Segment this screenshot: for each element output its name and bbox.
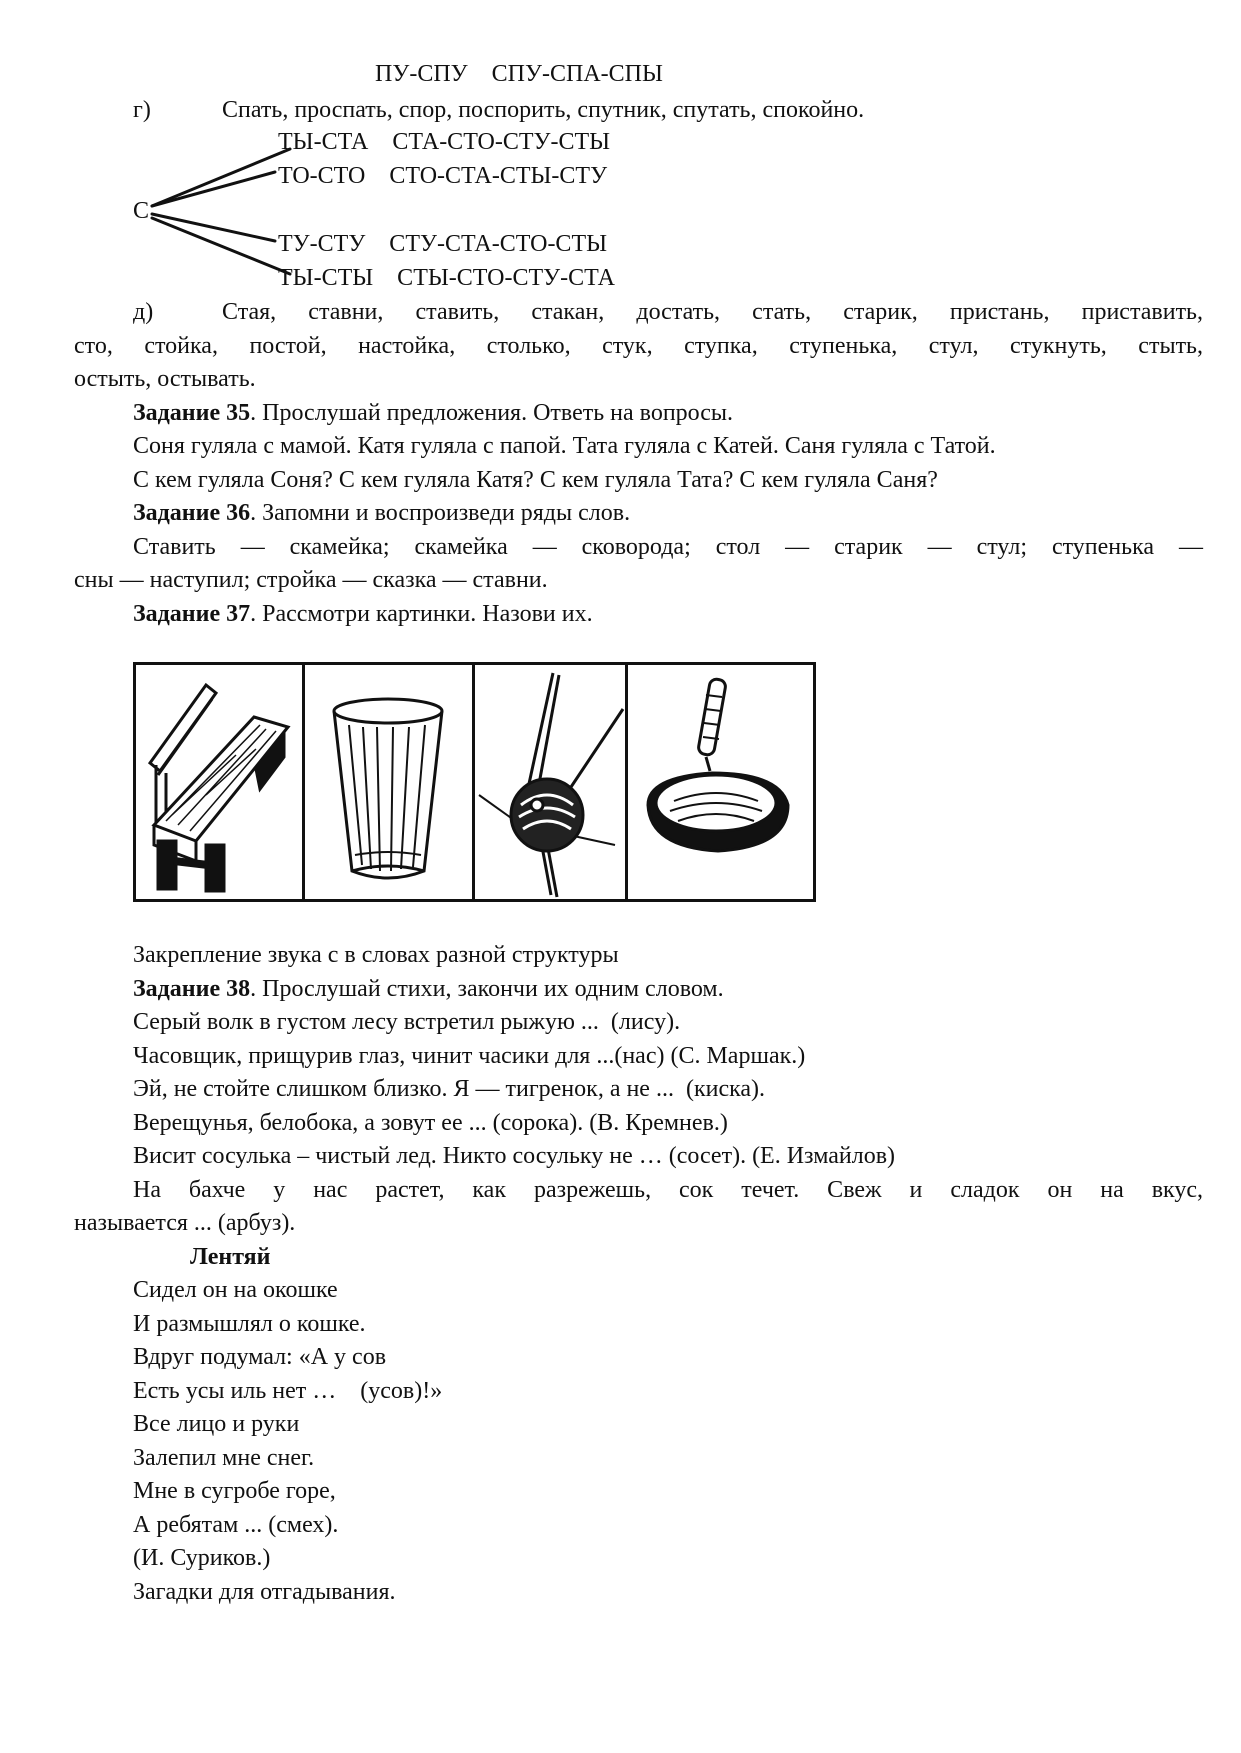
poem-line-6: Залепил мне снег. xyxy=(133,1445,315,1471)
bench-picture xyxy=(136,665,302,899)
diagram-root: С xyxy=(133,198,150,224)
section-d-line-3: остыть, остывать. xyxy=(74,366,256,392)
poem-line-5: Все лицо и руки xyxy=(133,1411,300,1437)
task-38-melon-line-1: На бахче у нас растет, как разрежешь, сок течет. Свеж и сладок он на вкус, xyxy=(133,1177,1203,1203)
poem-line-1: Сидел он на окошке xyxy=(133,1277,338,1303)
task-36-heading xyxy=(133,498,630,528)
diagram-branch-2: ТО-СТО СТО-СТА-СТЫ-СТУ xyxy=(278,163,608,189)
task-38-title: Задание 38 xyxy=(133,976,251,1002)
syllable-header: ПУ-СПУ СПУ-СПА-СПЫ xyxy=(375,61,663,87)
branch-line-4 xyxy=(152,218,290,274)
poem-line-2: И размышлял о кошке. xyxy=(133,1311,366,1337)
task-38-instruction: . Прослушай стихи, закончи их одним словом. xyxy=(250,976,724,1002)
satellite-icon xyxy=(475,665,625,899)
task-38-line-3: Эй, не стойте слишком близко. Я — тигренок, а не ... (киска). xyxy=(133,1076,766,1102)
task-35-sentences: Соня гуляла с мамой. Катя гуляла с папой. Тата гуляла с Катей. Саня гуляла с Татой. xyxy=(133,433,996,459)
syllable-diagram-lines xyxy=(0,0,1241,300)
poem-line-3: Вдруг подумал: «А у сов xyxy=(133,1344,387,1370)
task-35-title: Задание 35 xyxy=(133,400,251,426)
section-g-label: г) xyxy=(133,97,151,123)
glass-icon xyxy=(305,665,472,899)
task-38-line-5: Висит сосулька – чистый лед. Никто сосульку не … (сосет). (Е. Измайлов) xyxy=(133,1143,896,1169)
task-36-instruction: . Запомни и воспроизведи ряды слов. xyxy=(250,500,631,526)
poem-title xyxy=(190,1242,270,1272)
task-37-title: Задание 37 xyxy=(133,601,251,627)
task-38-line-1: Серый волк в густом лесу встретил рыжую ... (лису). xyxy=(133,1009,681,1035)
poem-author: (И. Суриков.) xyxy=(133,1545,271,1571)
task-36-line-2: сны — наступил; стройка — сказка — ставни. xyxy=(74,567,548,593)
task-38-melon-line-2: называется ... (арбуз). xyxy=(74,1210,296,1236)
task-38-heading xyxy=(133,974,724,1004)
glass-picture xyxy=(305,665,472,899)
branch-line-1 xyxy=(152,149,290,206)
section-d-line-1: Стая, ставни, ставить, стакан, достать, стать, старик, пристань, приставить, xyxy=(222,299,1203,325)
poem-title-text: Лентяй xyxy=(190,1244,271,1270)
section-heading: Закрепление звука с в словах разной структуры xyxy=(133,942,619,968)
section-d-line-2: сто, стойка, постой, настойка, столько, стук, ступка, ступенька, стул, стукнуть, стыть, xyxy=(74,333,1203,359)
branch-line-3 xyxy=(152,214,275,241)
task-35-instruction: . Прослушай предложения. Ответь на вопросы. xyxy=(250,400,734,426)
diagram-branch-4: ТЫ-СТЫ СТЫ-СТО-СТУ-СТА xyxy=(278,265,615,291)
diagram-branch-3: ТУ-СТУ СТУ-СТА-СТО-СТЫ xyxy=(278,231,608,257)
section-g-text: Спать, проспать, спор, поспорить, спутник, спутать, спокойно. xyxy=(222,97,865,123)
satellite-picture xyxy=(475,665,625,899)
task-38-line-2: Часовщик, прищурив глаз, чинит часики для ...(нас) (С. Маршак.) xyxy=(133,1043,806,1069)
section-d-label: д) xyxy=(133,299,154,325)
picture-strip xyxy=(133,662,816,902)
task-37-instruction: . Рассмотри картинки. Назови их. xyxy=(250,601,593,627)
diagram-branch-1: ТЫ-СТА СТА-СТО-СТУ-СТЫ xyxy=(278,129,611,155)
frying-pan-picture xyxy=(628,665,813,899)
task-38-line-4: Верещунья, белобока, а зовут ее ... (сорока). (В. Кремнев.) xyxy=(133,1110,728,1136)
task-36-title: Задание 36 xyxy=(133,500,251,526)
task-35-heading xyxy=(133,398,733,428)
riddles-heading: Загадки для отгадывания. xyxy=(133,1579,396,1605)
task-35-questions: С кем гуляла Соня? С кем гуляла Катя? С кем гуляла Тата? С кем гуляла Саня? xyxy=(133,467,938,493)
frying-pan-icon xyxy=(628,665,813,899)
task-36-line-1: Ставить — скамейка; скамейка — сковорода; стол — старик — стул; ступенька — xyxy=(133,534,1203,560)
bench-icon xyxy=(136,665,302,899)
task-37-heading xyxy=(133,599,593,629)
poem-line-7: Мне в сугробе горе, xyxy=(133,1478,336,1504)
branch-line-2 xyxy=(152,172,275,206)
poem-line-4: Есть усы иль нет … (усов)!» xyxy=(133,1378,443,1404)
poem-line-8: А ребятам ... (смех). xyxy=(133,1512,339,1538)
